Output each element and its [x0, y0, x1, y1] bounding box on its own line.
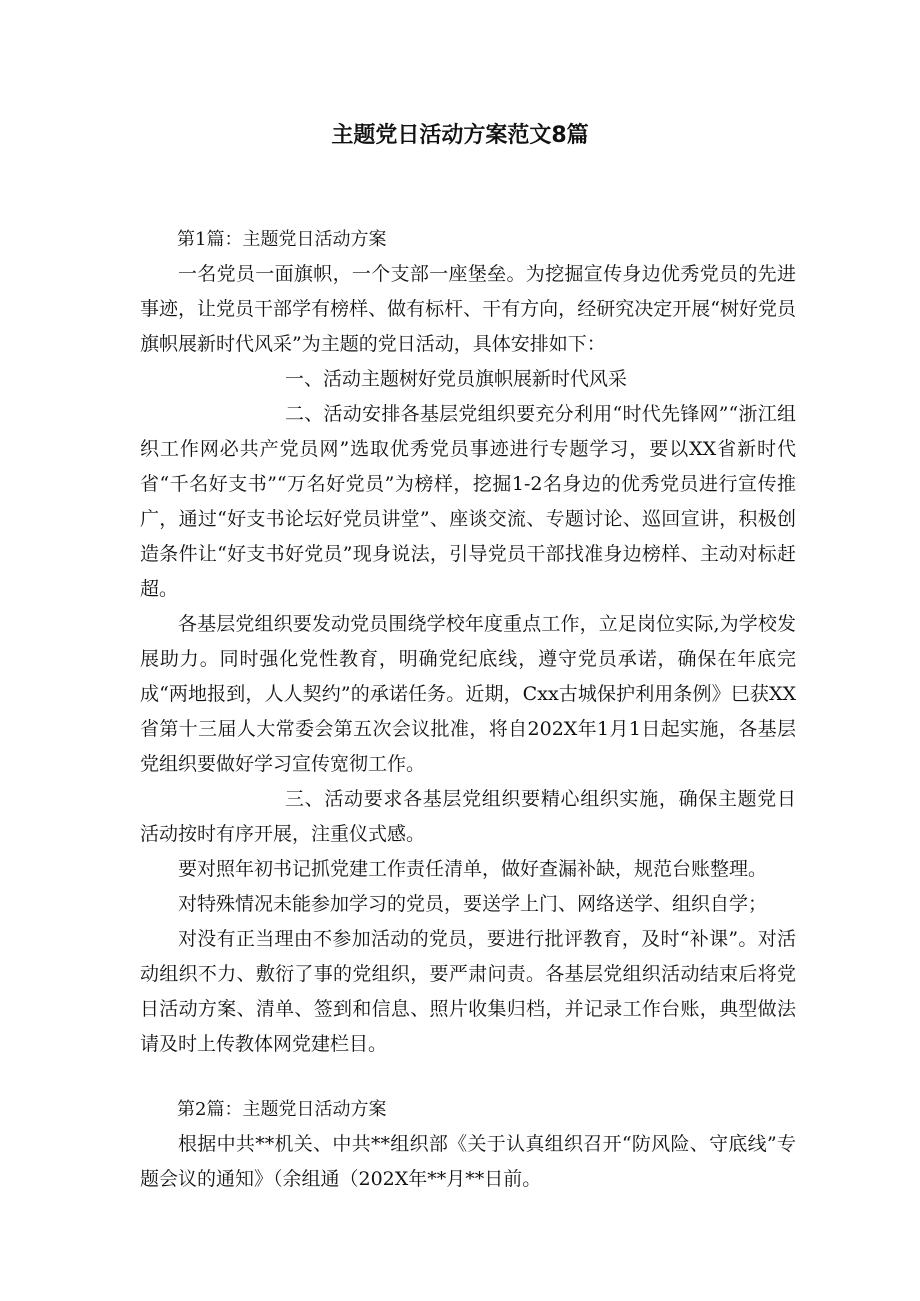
section1-para2-text: 各基层党组织要发动党员围绕学校年度重点工作，立足岗位实际,为学校发展助力。同时强化党性教育，明确党纪底线，遵守党员承诺，确保在年底完成“两地报到，人人契约”的承诺任务。近期，Cxx古城保护利用条例》巳获XX省第十三届人大常委会第五次会议批准，将自202X年1月1日起实施，各基层党组织要做好学习宣传宽彻工作。: [140, 613, 796, 775]
section1-req1-text: 要对照年初书记抓党建工作责任清单，做好查漏补缺，规范台账整理。: [178, 858, 768, 880]
section1-item2-text: 二、活动安排各基层党组织要充分利用“时代先锋网”“浙江组织工作网必共产党员网”选取优秀党员事迹进行专题学习，要以XX省新时代省“千名好支书”“万名好党员”为榜样，挖掘1-2名身边的优秀党员进行宣传推广，通过“好支书论坛好党员讲堂”、座谈交流、专题讨论、巡回宣讲，积极创造条件让“好支书好党员”现身说法，引导党员干部找准身边榜样、主动对标赶超。: [140, 403, 796, 600]
section1-item3-text: 三、活动要求各基层党组织要精心组织实施，确保主题党日活动按时有序开展，注重仪式感。: [140, 788, 796, 845]
section1-item3: [140, 782, 796, 852]
section1-req2-text: 对特殊情况未能参加学习的党员，要送学上门、网络送学、组织自学；: [178, 893, 768, 915]
section1-req2: [140, 887, 796, 922]
section1-req3: [140, 922, 796, 1062]
section1-heading: 第1篇：主题党日活动方案: [177, 229, 387, 250]
section2-intro: [140, 1127, 796, 1197]
section2-intro-text: 根据中共**机关、中共**组织部《关于认真组织召开“防风险、守底线”专题会议的通知》（余组通（202X年**月**日前。: [140, 1133, 796, 1190]
section1-item2: [140, 397, 796, 607]
section1-intro: [140, 257, 796, 362]
section2-heading: 第2篇：主题党日活动方案: [177, 1099, 387, 1120]
section1-req3-text: 对没有正当理由不参加活动的党员，要进行批评教育，及时“补课”。对活动组织不力、敷衍了事的党组织，要严肃问责。各基层党组织活动结束后将党日活动方案、清单、签到和信息、照片收集归档，并记录工作台账，典型做法请及时上传教体网党建栏目。: [140, 928, 796, 1055]
section1-intro-text: 一名党员一面旗帜，一个支部一座堡垒。为挖掘宣传身边优秀党员的先进事迹，让党员干部学有榜样、做有标杆、干有方向，经研究决定开展“树好党员旗帜展新时代风采”为主题的党日活动，具体安排如下：: [140, 263, 796, 355]
document-title: 主题党日活动方案范文8篇: [331, 123, 589, 148]
section1-item1: 一、活动主题树好党员旗帜展新时代风采: [285, 368, 628, 390]
section1-para2: [140, 607, 796, 782]
section1-req1: [140, 852, 796, 887]
